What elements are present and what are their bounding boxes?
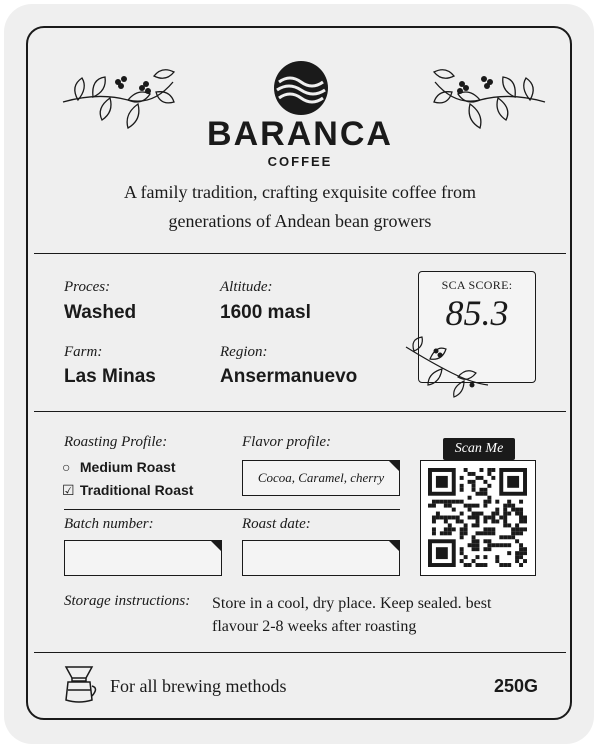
flavor-profile-value: Cocoa, Caramel, cherry — [257, 470, 385, 485]
roast-option-label: Medium Roast — [79, 459, 176, 475]
farm-label: Farm: — [64, 344, 103, 360]
altitude-value: 1600 masl — [220, 302, 311, 323]
brewing-methods-text: For all brewing methods — [110, 676, 287, 696]
batch-number-label: Batch number: — [64, 516, 154, 532]
package-weight: 250G — [493, 676, 538, 696]
sca-score-label: SCA SCORE: — [441, 278, 513, 292]
brand-subtitle: COFFEE — [267, 154, 333, 169]
sca-score-value: 85.3 — [445, 293, 509, 333]
flavor-profile-label: Flavor profile: — [242, 434, 332, 450]
farm-value: Las Minas — [64, 366, 156, 387]
roasting-profile-label: Roasting Profile: — [64, 434, 168, 450]
region-label: Region: — [220, 344, 268, 360]
pour-over-icon — [62, 664, 100, 704]
divider — [34, 652, 566, 653]
roast-option-label: Traditional Roast — [79, 482, 194, 498]
brand-tagline: A family tradition, crafting exquisite coffee from generations of Andean bean growers — [123, 182, 477, 231]
coffee-branch-icon — [402, 333, 492, 399]
roast-option-medium[interactable] — [62, 459, 176, 475]
roast-date-field[interactable] — [242, 540, 400, 576]
coffee-logo-icon — [273, 60, 329, 116]
region-value: Ansermanuevo — [220, 366, 358, 387]
qr-code-icon — [428, 468, 527, 567]
divider — [64, 509, 400, 510]
roast-option-traditional[interactable] — [62, 482, 193, 499]
storage-label: Storage instructions: — [64, 593, 191, 609]
roast-date-label: Roast date: — [242, 516, 311, 532]
process-value: Washed — [64, 302, 137, 323]
flavor-profile-field[interactable] — [242, 460, 400, 496]
brand-name: BARANCA — [207, 115, 393, 153]
scan-me-badge: Scan Me — [443, 438, 515, 460]
batch-number-field[interactable] — [64, 540, 222, 576]
storage-line: Store in a cool, dry place. Keep sealed. best — [212, 595, 492, 612]
checkbox-icon: ☑ — [62, 482, 75, 498]
altitude-label: Altitude: — [220, 279, 273, 295]
qr-code-frame[interactable] — [420, 460, 536, 576]
storage-line: flavour 2-8 weeks after roasting — [212, 618, 417, 635]
radio-icon: ○ — [62, 459, 71, 475]
divider — [34, 411, 566, 412]
divider — [34, 253, 566, 254]
process-label: Proces: — [64, 279, 111, 295]
storage-text — [212, 592, 552, 638]
